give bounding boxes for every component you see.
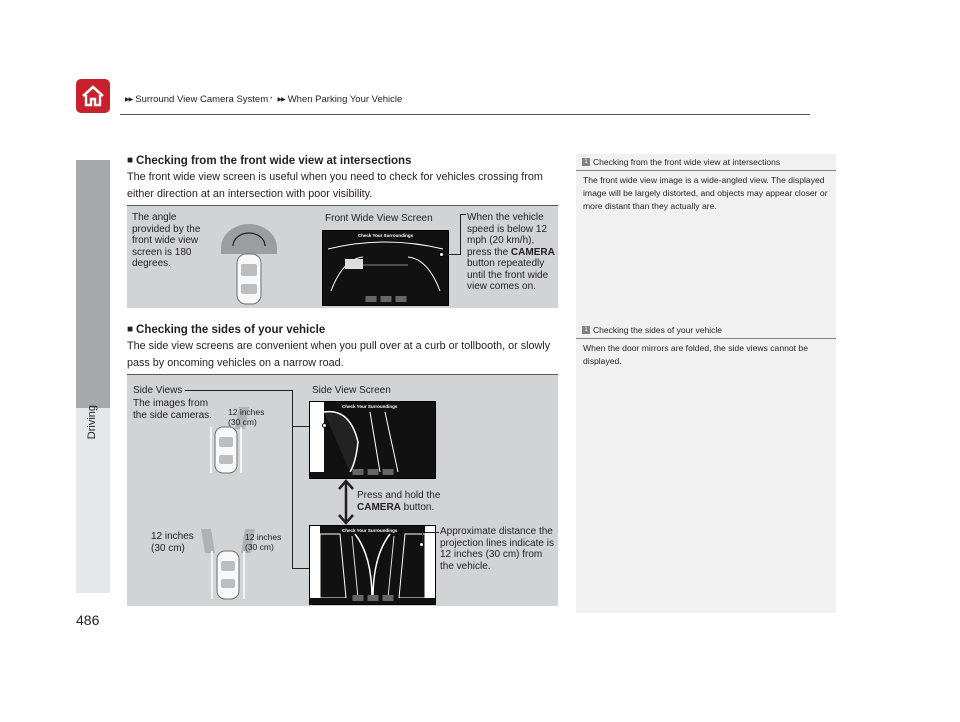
side-view-screen-bottom — [309, 525, 436, 605]
section-body: The front wide view screen is useful when you need to check for vehicles crossing from either direction at an intersection with poor visibility. — [127, 171, 543, 200]
note-body-front-wide: The front wide view image is a wide-angled view. The displayed image will be largely distorted, and objects may appear closer or more distant than they actually are. — [583, 175, 828, 211]
front-wide-view-image — [323, 239, 448, 297]
side-view-screen-title: Side View Screen — [312, 385, 391, 396]
section-heading-text: Checking from the front wide view at intersections — [136, 155, 412, 167]
breadcrumb-arrow-icon: ▶▶ — [277, 97, 285, 103]
breadcrumb — [125, 94, 402, 105]
press-hold-label: Press and hold the CAMERA button. — [357, 490, 441, 513]
screen-caption: Check Your Surroundings — [342, 404, 398, 409]
front-wide-callout: When the vehicle speed is below 12 mph (20 km/h), press the CAMERA button repeatedly until the front wide view comes on. — [467, 212, 555, 292]
square-bullet-icon: ■ — [127, 324, 134, 335]
double-arrow-icon — [337, 479, 355, 525]
camera-button-label: CAMERA — [357, 501, 401, 513]
angle-label: The angle provided by the front wide view screen is 180 degrees. — [132, 212, 201, 269]
note-number-icon: 1 — [582, 326, 590, 334]
side-view-image-bottom — [310, 526, 435, 598]
section-tab-label: Driving — [86, 405, 98, 440]
screen-icons — [352, 469, 393, 475]
breadcrumb-asterisk: * — [270, 96, 273, 103]
figure-side-views — [127, 374, 558, 606]
note-divider — [576, 170, 836, 171]
screen-icons — [365, 296, 406, 302]
note-body-sides: When the door mirrors are folded, the side views cannot be displayed. — [583, 343, 808, 366]
right-measure-label: 12 inches (30 cm) — [245, 532, 282, 552]
screen-caption: Check Your Surroundings — [342, 528, 398, 533]
camera-button-label: CAMERA — [510, 246, 555, 258]
note-title-front-wide: 1 Checking from the front wide view at intersections — [582, 157, 780, 167]
side-view-screen-top — [309, 401, 436, 479]
section-heading-sides — [127, 324, 325, 336]
home-icon — [80, 84, 106, 108]
figure-front-wide-view — [127, 205, 558, 308]
home-button[interactable] — [76, 79, 110, 113]
section-tab — [76, 160, 110, 408]
front-wide-screen-title: Front Wide View Screen — [325, 213, 433, 224]
screen-icons — [352, 595, 393, 601]
note-title-sides: 1 Checking the sides of your vehicle — [582, 325, 722, 335]
header-divider — [120, 114, 810, 115]
side-views-label: Side Views — [133, 385, 183, 396]
front-wide-view-screen — [322, 230, 449, 306]
screen-caption: Check Your Surroundings — [357, 233, 414, 238]
top-measure-label: 12 inches (30 cm) — [228, 407, 265, 427]
section-body: The side view screens are convenient when you pull over at a curb or tollbooth, or slowly pass by oncoming vehicles on a narrow road. — [127, 340, 551, 369]
note-number-icon: 1 — [582, 158, 590, 166]
section-heading-text: Checking the sides of your vehicle — [136, 324, 326, 336]
approx-distance-label: Approximate distance the projection lines indicate is 12 inches (30 cm) from the vehicle. — [440, 526, 554, 572]
square-bullet-icon: ■ — [127, 155, 134, 166]
left-measure-label: 12 inches (30 cm) — [151, 531, 194, 554]
side-view-image-top — [310, 402, 435, 472]
breadcrumb-current: When Parking Your Vehicle — [287, 94, 403, 105]
breadcrumb-arrow-icon: ▶▶ — [125, 97, 133, 103]
front-wide-view-car-diagram — [219, 224, 279, 306]
section-heading-front-wide — [127, 155, 411, 167]
side-images-label: The images from the side cameras. — [133, 398, 212, 421]
breadcrumb-link-surround-view[interactable]: Surround View Camera System — [135, 94, 269, 105]
note-divider — [576, 338, 836, 339]
page-number: 486 — [76, 612, 100, 628]
